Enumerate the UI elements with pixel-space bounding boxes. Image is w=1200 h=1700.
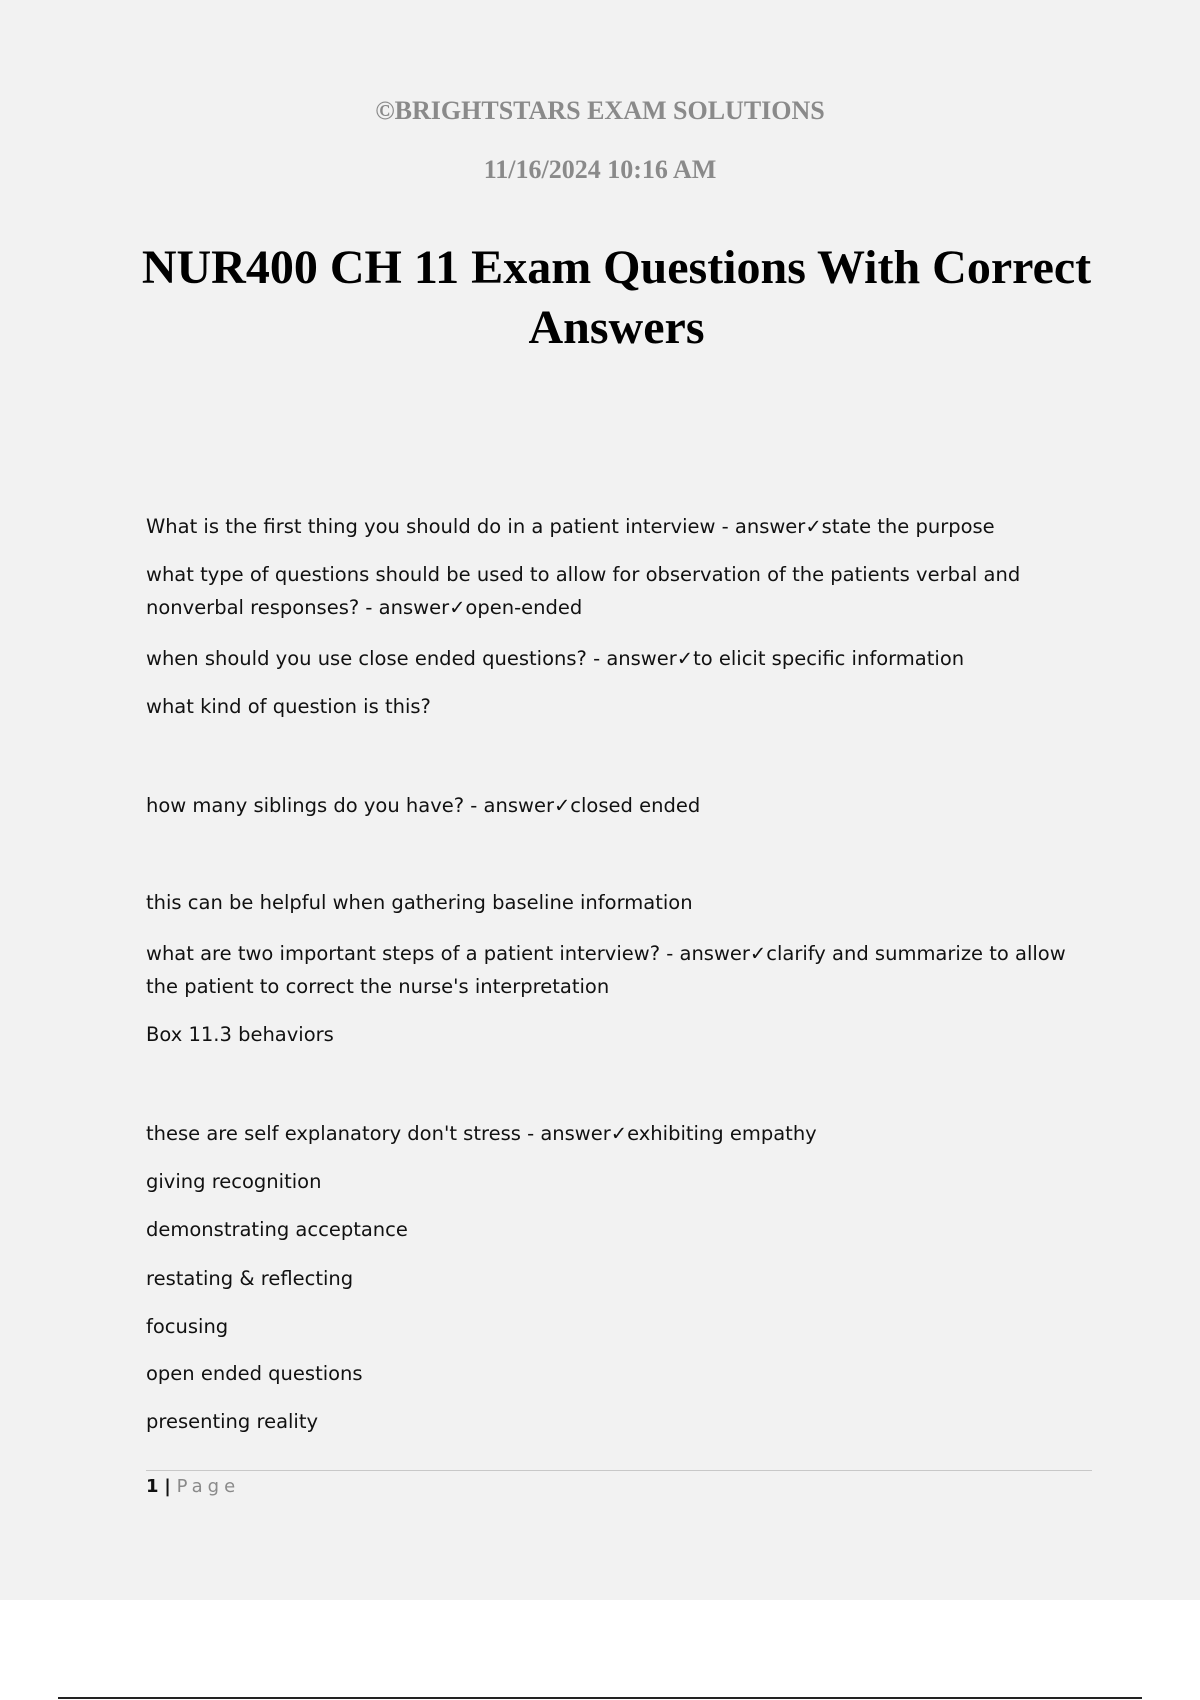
qa-line: presenting reality <box>146 1410 319 1433</box>
qa-line: what kind of question is this? <box>146 695 431 718</box>
header-datetime: 11/16/2024 10:16 AM <box>483 155 717 184</box>
qa-line: open ended questions <box>146 1362 363 1385</box>
qa-line: this can be helpful when gathering baseline information <box>146 891 693 914</box>
qa-line: how many siblings do you have? - answer✓closed ended <box>146 794 701 817</box>
qa-line: focusing <box>146 1315 229 1338</box>
next-page-divider <box>58 1697 1142 1699</box>
qa-line: restating & reflecting <box>146 1267 354 1290</box>
qa-line: what are two important steps of a patient interview? - answer✓clarify and summarize to allow the patient to correct the nurse's interpretation <box>146 942 1066 998</box>
qa-line: demonstrating acceptance <box>146 1218 408 1241</box>
header-brand: ©BRIGHTSTARS EXAM SOLUTIONS <box>375 96 825 125</box>
qa-line: what type of questions should be used to allow for observation of the patients verbal and nonverbal responses? - answer✓open-ended <box>146 563 1021 619</box>
document-title: NUR400 CH 11 Exam Questions With Correct Answers <box>141 241 1092 354</box>
qa-line: these are self explanatory don't stress - answer✓exhibiting empathy <box>146 1122 817 1145</box>
qa-line: giving recognition <box>146 1170 322 1193</box>
qa-line: when should you use close ended questions? - answer✓to elicit specific information <box>146 647 965 670</box>
footer-divider <box>146 1470 1092 1471</box>
page-number: 1 <box>146 1476 159 1497</box>
footer-separator: | <box>164 1476 171 1497</box>
page-footer <box>146 1474 240 1500</box>
page-label: Page <box>176 1476 241 1497</box>
qa-line: Box 11.3 behaviors <box>146 1023 334 1046</box>
qa-line: What is the first thing you should do in a patient interview - answer✓state the purpose <box>146 515 995 538</box>
